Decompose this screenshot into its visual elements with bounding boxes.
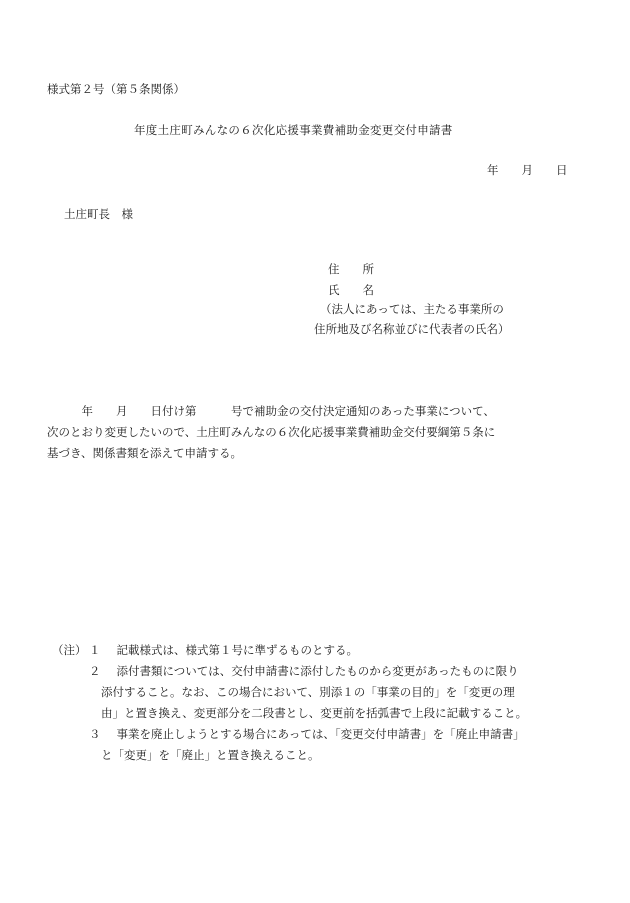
notes-mark: （注） (52, 643, 87, 657)
body-paragraph (47, 401, 587, 464)
addressee: 土庄町長 様 (64, 207, 133, 221)
body-line-1: 年 月 日付け第 号で補助金の交付決定通知のあった事業について、 (47, 404, 495, 418)
notes-section (52, 640, 592, 766)
body-line-3: 基づき、関係書類を添えて申請する。 (47, 446, 243, 460)
note-text: 事業を廃止しようとする場合にあっては、「変更交付申請書」を「廃止申請書」 (116, 727, 525, 741)
date-line: 年 月 日 (487, 163, 568, 177)
note-number: １ (89, 643, 101, 657)
applicant-note-line2: 住所地及び名称並びに代表者の氏名） (314, 322, 510, 336)
applicant-name-label: 氏 名 (328, 283, 374, 297)
document-title: 年度土庄町みんなの６次化応援事業費補助金変更交付申請書 (134, 123, 453, 137)
note-text: 記載様式は、様式第１号に準ずるものとする。 (116, 643, 358, 657)
body-line-2: 次のとおり変更したいので、土庄町みんなの６次化応援事業費補助金交付要綱第５条に (47, 425, 496, 439)
note-text-continued: 由」と置き換え、変更部分を二段書とし、変更前を括弧書で上段に記載すること。 (101, 706, 528, 720)
form-number: 様式第２号（第５条関係） (47, 82, 185, 96)
applicant-note-line1: （法人にあっては、主たる事業所の (320, 302, 504, 316)
applicant-address-label: 住 所 (328, 262, 374, 276)
note-item-3 (52, 724, 592, 745)
note-text-continued: 添付すること。なお、この場合において、別添１の「事業の目的」を「変更の理 (101, 685, 515, 699)
note-number: ２ (89, 664, 101, 678)
note-number: ３ (89, 727, 101, 741)
note-item-2 (52, 661, 592, 682)
note-text-continued: と「変更」を「廃止」と置き換えること。 (101, 748, 320, 762)
note-item-1 (52, 640, 592, 661)
note-text: 添付書類については、交付申請書に添付したものから変更があったものに限り (116, 664, 519, 678)
